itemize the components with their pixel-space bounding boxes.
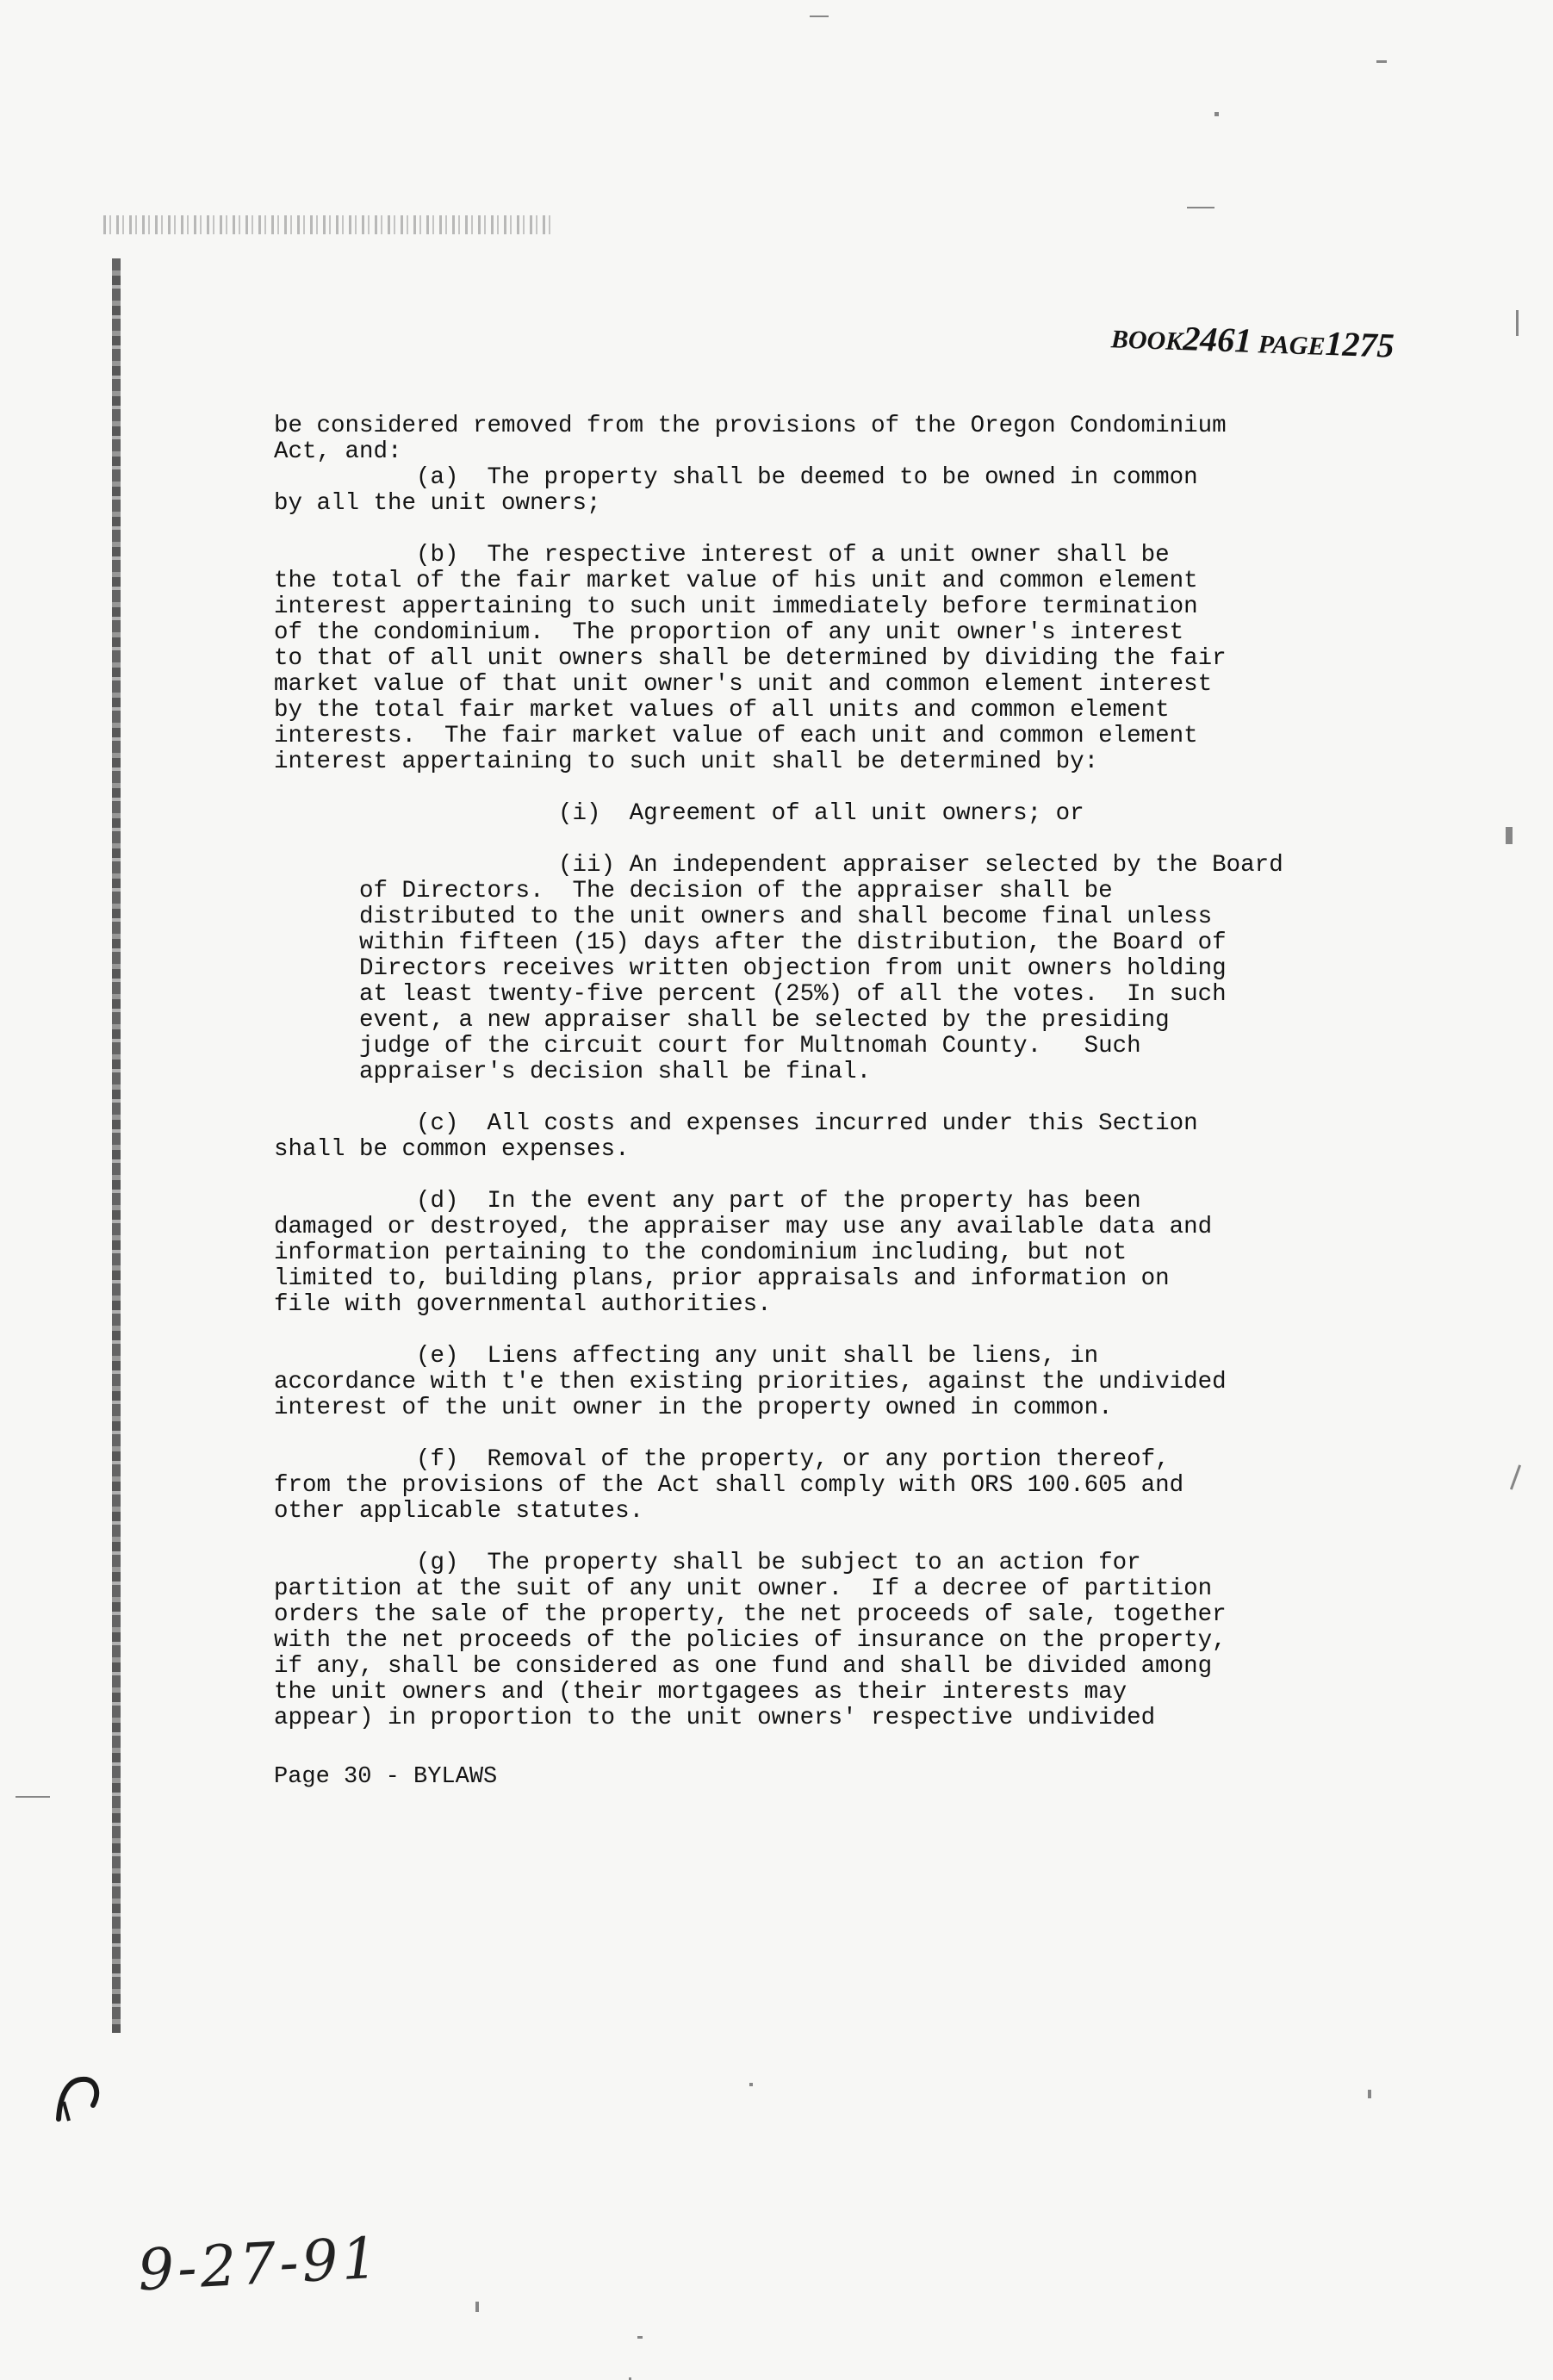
text-line (274, 1318, 1280, 1344)
text-line: interests. The fair market value of each unit and common element (274, 723, 1198, 749)
text-line: interest of the unit owner in the property owned in common. (274, 1395, 1113, 1421)
handwritten-scrawl (52, 2067, 112, 2128)
text-line: interest appertaining to such unit shall be determined by: (274, 749, 1099, 775)
text-line: other applicable statutes. (274, 1498, 644, 1525)
document-body (274, 413, 1283, 1731)
text-line: Directors receives written objection from unit owners holding (274, 955, 1227, 982)
book-label: BOOK (1110, 325, 1183, 357)
scan-dash (1510, 1464, 1521, 1489)
text-line: the unit owners and (their mortgagees as their interests may (274, 1679, 1127, 1706)
text-line: of Directors. The decision of the appraiser shall be (274, 878, 1113, 904)
binding-edge-artifact (112, 258, 121, 2033)
text-line: information pertaining to the condominium including, but not (274, 1240, 1127, 1266)
scan-dot (749, 2083, 753, 2086)
handwritten-date: 9-27-91 (136, 2224, 383, 2304)
scan-dot (637, 2336, 643, 2339)
text-line: (i) Agreement of all unit owners; or (274, 800, 1084, 827)
scan-dot (1368, 2090, 1371, 2098)
text-line: the total of the fair market value of his unit and common element (274, 568, 1198, 594)
text-line: appraiser's decision shall be final. (274, 1059, 872, 1085)
text-line: appear) in proportion to the unit owners' respective undivided (274, 1705, 1156, 1731)
text-line: (ii) An independent appraiser selected by the Board (274, 852, 1283, 879)
text-line: by the total fair market values of all units and common element (274, 697, 1170, 724)
page-label: PAGE (1258, 330, 1326, 361)
text-line: market value of that unit owner's unit and common element interest (274, 671, 1213, 698)
scan-noise-band (103, 215, 551, 234)
text-line: (e) Liens affecting any unit shall be liens, in (274, 1343, 1099, 1370)
text-line: be considered removed from the provisions of the Oregon Condominium (274, 413, 1227, 439)
text-line (274, 1525, 1280, 1550)
text-line (274, 1085, 1280, 1111)
text-line (274, 1421, 1280, 1447)
text-line: with the net proceeds of the policies of insurance on the property, (274, 1627, 1227, 1654)
text-line: partition at the suit of any unit owner. If a decree of partition (274, 1575, 1213, 1602)
scan-dash (1516, 310, 1519, 336)
book-number: 2461 (1182, 319, 1253, 360)
text-line: (g) The property shall be subject to an action for (274, 1550, 1141, 1576)
text-line: (f) Removal of the property, or any portion thereof, (274, 1446, 1170, 1473)
text-line: orders the sale of the property, the net proceeds of sale, together (274, 1601, 1227, 1628)
text-line: by all the unit owners; (274, 490, 601, 517)
text-line: Act, and: (274, 438, 402, 465)
scan-dot (475, 2302, 479, 2312)
scan-dash (1187, 207, 1214, 208)
text-line (274, 775, 1280, 801)
text-line: damaged or destroyed, the appraiser may use any available data and (274, 1214, 1213, 1240)
text-line: judge of the circuit court for Multnomah County. Such (274, 1033, 1141, 1060)
text-line: (d) In the event any part of the property has been (274, 1188, 1141, 1215)
book-page-stamp (1110, 315, 1395, 365)
scan-mark-side (1506, 827, 1513, 844)
text-line: of the condominium. The proportion of any unit owner's interest (274, 619, 1184, 646)
text-line: file with governmental authorities. (274, 1291, 772, 1318)
text-line: accordance with t'e then existing priorities, against the undivided (274, 1369, 1227, 1395)
text-line: within fifteen (15) days after the distribution, the Board of (274, 929, 1227, 956)
text-line: (b) The respective interest of a unit owner shall be (274, 542, 1170, 569)
text-line: at least twenty-five percent (25%) of all the votes. In such (274, 981, 1227, 1008)
text-line: shall be common expenses. (274, 1136, 630, 1163)
scan-dot (1214, 112, 1219, 116)
text-line: distributed to the unit owners and shall become final unless (274, 904, 1213, 930)
page-footer: Page 30 - BYLAWS (274, 1764, 498, 1790)
scan-dash (16, 1796, 50, 1798)
text-line: interest appertaining to such unit immediately before termination (274, 593, 1198, 620)
page-number: 1275 (1324, 323, 1395, 365)
text-line: to that of all unit owners shall be determined by dividing the fair (274, 645, 1227, 672)
scan-dash (810, 16, 829, 17)
text-line: (a) The property shall be deemed to be owned in common (274, 464, 1198, 491)
text-line (274, 827, 1280, 853)
text-line: if any, shall be considered as one fund and shall be divided among (274, 1653, 1213, 1680)
text-line: (c) All costs and expenses incurred under this Section (274, 1110, 1198, 1137)
text-line: from the provisions of the Act shall comply with ORS 100.605 and (274, 1472, 1184, 1499)
text-line: event, a new appraiser shall be selected by the presiding (274, 1007, 1170, 1034)
text-line (274, 1163, 1280, 1189)
text-line (274, 517, 1280, 543)
scan-dash (1376, 60, 1387, 63)
text-line: limited to, building plans, prior appraisals and information on (274, 1265, 1170, 1292)
